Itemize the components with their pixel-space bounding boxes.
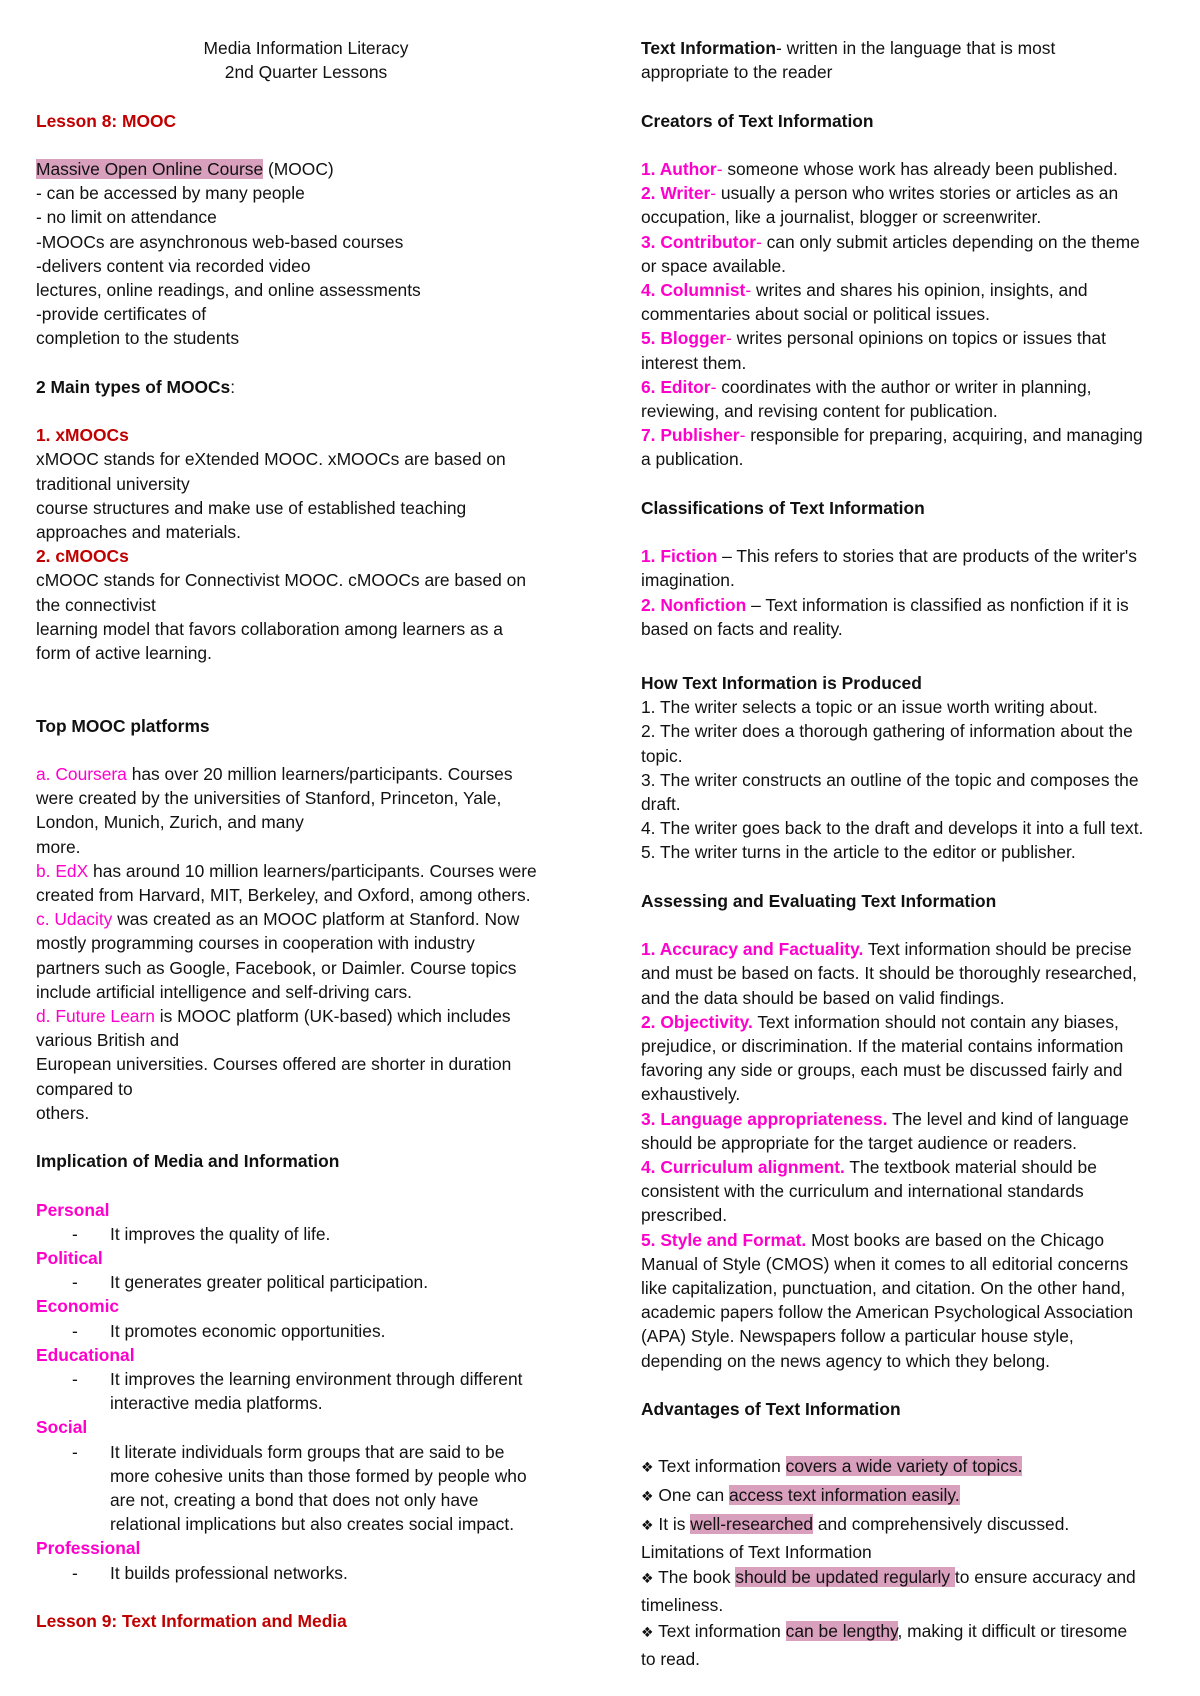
assessing-text: Text information should not contain any biases, xyxy=(752,1011,1119,1032)
classification-text: – Text information is classified as nonfiction if it is xyxy=(746,594,1129,615)
advantage-item xyxy=(641,1482,1176,1511)
document-title: Media Information Literacy xyxy=(203,38,409,58)
udacity-text: was created as an MOOC platform at Stanford. Now xyxy=(112,909,520,930)
implication-text: It literate individuals form groups that are said to be xyxy=(110,1441,505,1462)
classification-text: imagination. xyxy=(641,570,735,591)
types-heading: 2 Main types of MOOCs xyxy=(36,376,231,397)
produced-step: draft. xyxy=(641,794,681,815)
classifications-heading: Classifications of Text Information xyxy=(641,497,925,518)
creator-dash: - xyxy=(739,425,746,446)
creator-term: 7. Publisher xyxy=(641,425,740,446)
limitation-text: , making it difficult or tiresome xyxy=(897,1620,1128,1641)
implication-item xyxy=(36,1222,576,1246)
creator-term: 4. Columnist xyxy=(641,280,746,300)
udacity-line: mostly programming courses in cooperation with industry xyxy=(36,933,475,954)
creator-text: commentaries about social or political issues. xyxy=(641,304,990,325)
classification-item xyxy=(641,544,1176,568)
diamond-bullet-icon: ❖ xyxy=(641,1624,654,1641)
udacity-line xyxy=(36,907,576,931)
implication-text: It improves the learning environment through different xyxy=(110,1369,523,1390)
limitation-text: to ensure accuracy and xyxy=(954,1567,1136,1588)
assessing-heading: Assessing and Evaluating Text Information xyxy=(641,890,997,911)
diamond-bullet-icon: ❖ xyxy=(641,1571,654,1588)
creator-dash: - xyxy=(726,328,732,349)
mooc-point: - can be accessed by many people xyxy=(36,183,305,204)
assessing-text: The level and kind of language xyxy=(887,1108,1129,1129)
futurelearn-line: various British and xyxy=(36,1030,180,1051)
advantage-text: Text information xyxy=(653,1456,786,1477)
advantage-item xyxy=(641,1511,1176,1540)
creator-term: 2. Writer xyxy=(641,183,711,204)
assessing-text: The textbook material should be xyxy=(844,1157,1097,1178)
creator-text: writes and shares his opinion, insights, and xyxy=(751,280,1088,300)
creator-term: 6. Editor xyxy=(641,376,711,397)
creator-text: a publication. xyxy=(641,449,744,470)
mooc-term-highlight: Massive Open Online Course xyxy=(36,158,264,179)
implication-text: more cohesive units than those formed by people who xyxy=(110,1465,527,1486)
dash-bullet: - xyxy=(72,1272,78,1293)
creator-text: usually a person who writes stories or articles as an xyxy=(716,183,1119,204)
assessing-term: 4. Curriculum alignment. xyxy=(641,1157,845,1178)
limitation-item xyxy=(641,1618,1176,1647)
xmooc-line: traditional university xyxy=(36,473,190,494)
advantage-highlight: covers a wide variety of topics. xyxy=(785,1456,1023,1477)
assessing-text: Manual of Style (CMOS) when it comes to all editorial concerns xyxy=(641,1253,1129,1274)
diamond-bullet-icon: ❖ xyxy=(641,1489,654,1506)
udacity-name: c. Udacity xyxy=(36,909,113,930)
creator-item xyxy=(641,375,1176,399)
platforms-heading: Top MOOC platforms xyxy=(36,715,210,736)
advantage-highlight: access text information easily. xyxy=(728,1485,960,1506)
text-info-term: Text Information xyxy=(641,38,776,58)
mooc-point: completion to the students xyxy=(36,328,240,349)
produced-step: 4. The writer goes back to the draft and develops it into a full text. xyxy=(641,818,1144,839)
udacity-line: partners such as Google, Facebook, or Daimler. Course topics xyxy=(36,957,517,978)
assessing-text: depending on the news agency to which they belong. xyxy=(641,1350,1050,1371)
implication-item xyxy=(36,1561,576,1585)
produced-step: topic. xyxy=(641,745,683,766)
advantage-text: and comprehensively discussed. xyxy=(813,1514,1070,1535)
creator-dash: - xyxy=(710,183,717,204)
creator-text: interest them. xyxy=(641,352,747,373)
implication-title: Economic xyxy=(36,1296,120,1317)
assessing-text: (APA) Style. Newspapers follow a particular house style, xyxy=(641,1326,1074,1347)
advantages-heading: Advantages of Text Information xyxy=(641,1399,901,1420)
mooc-point: - no limit on attendance xyxy=(36,207,217,228)
creator-item xyxy=(641,423,1176,447)
creator-item xyxy=(641,181,1176,205)
cmooc-title: 2. cMOOCs xyxy=(36,546,129,567)
futurelearn-line: compared to xyxy=(36,1078,133,1099)
creator-text: responsible for preparing, acquiring, and managing xyxy=(745,425,1143,446)
produced-step: 3. The writer constructs an outline of the topic and composes the xyxy=(641,769,1139,790)
diamond-bullet-icon: ❖ xyxy=(641,1518,654,1535)
futurelearn-line xyxy=(36,1004,576,1028)
dash-bullet: - xyxy=(72,1562,78,1583)
udacity-line: include artificial intelligence and self-driving cars. xyxy=(36,981,413,1002)
text-info-definition xyxy=(641,36,1176,60)
mooc-definition-line xyxy=(36,157,576,181)
diamond-bullet-icon: ❖ xyxy=(641,1460,654,1477)
advantage-highlight: well-researched xyxy=(690,1514,814,1535)
edx-name: b. EdX xyxy=(36,860,89,881)
xmooc-line: xMOOC stands for eXtended MOOC. xMOOCs are based on xyxy=(36,449,506,470)
text-info-def2: appropriate to the reader xyxy=(641,62,833,83)
assessing-item xyxy=(641,937,1176,961)
classification-text: based on facts and reality. xyxy=(641,618,843,639)
futurelearn-line: others. xyxy=(36,1102,90,1123)
creator-item xyxy=(641,326,1176,350)
assessing-text: academic papers follow the American Psychological Association xyxy=(641,1302,1134,1323)
coursera-line xyxy=(36,762,576,786)
assessing-item xyxy=(641,1107,1176,1131)
document-subtitle: 2nd Quarter Lessons xyxy=(224,62,388,83)
implication-title: Political xyxy=(36,1248,103,1269)
classification-text: – This refers to stories that are products of the writer's xyxy=(717,546,1137,567)
produced-step: 2. The writer does a thorough gathering of information about the xyxy=(641,721,1133,742)
creator-dash: - xyxy=(745,280,752,300)
creator-dash: - xyxy=(710,376,717,397)
dash-bullet: - xyxy=(72,1369,78,1390)
assessing-term: 5. Style and Format. xyxy=(641,1229,807,1250)
implication-title: Social xyxy=(36,1417,88,1438)
mooc-point: -MOOCs are asynchronous web-based courses xyxy=(36,231,404,252)
advantage-text: It is xyxy=(653,1514,691,1535)
assessing-item xyxy=(641,1010,1176,1034)
cmooc-line: cMOOC stands for Connectivist MOOC. cMOOCs are based on xyxy=(36,570,526,591)
assessing-text: should be appropriate for the target audience or readers. xyxy=(641,1132,1078,1153)
creator-term: 5. Blogger xyxy=(641,328,727,349)
creator-item xyxy=(641,230,1176,254)
futurelearn-text: is MOOC platform (UK-based) which includes xyxy=(154,1006,511,1027)
mooc-abbr: (MOOC) xyxy=(263,158,334,179)
limitation-highlight: should be updated regularly xyxy=(735,1567,955,1588)
assessing-item xyxy=(641,1228,1176,1252)
lesson8-heading: Lesson 8: MOOC xyxy=(36,110,177,131)
creator-text: someone whose work has already been published. xyxy=(722,158,1118,179)
implication-text: It promotes economic opportunities. xyxy=(110,1320,386,1341)
classification-item xyxy=(641,593,1176,617)
coursera-text: has over 20 million learners/participants. Courses xyxy=(126,764,513,784)
coursera-line: London, Munich, Zurich, and many xyxy=(36,812,304,833)
right-column xyxy=(641,36,1176,1671)
assessing-text: consistent with the curriculum and international standards xyxy=(641,1181,1084,1202)
limitation-text: Text information xyxy=(653,1620,786,1641)
mooc-point: -delivers content via recorded video xyxy=(36,255,311,276)
creator-text: occupation, like a journalist, blogger or screenwriter. xyxy=(641,207,1042,228)
classification-term: 2. Nonfiction xyxy=(641,594,747,615)
left-column xyxy=(36,36,576,1633)
mooc-point: lectures, online readings, and online assessments xyxy=(36,280,421,300)
implication-text: relational implications but also creates social impact. xyxy=(110,1514,515,1535)
coursera-name: a. Coursera xyxy=(36,764,127,784)
futurelearn-name: d. Future Learn xyxy=(36,1006,155,1027)
assessing-text: and the data should be based on valid findings. xyxy=(641,987,1005,1008)
limitation-text: timeliness. xyxy=(641,1595,724,1616)
types-colon: : xyxy=(230,376,236,397)
creator-item xyxy=(641,157,1176,181)
implication-item xyxy=(36,1270,576,1294)
limitation-item xyxy=(641,1564,1176,1593)
implication-text: interactive media platforms. xyxy=(110,1393,323,1414)
cmooc-line: form of active learning. xyxy=(36,643,212,664)
dash-bullet: - xyxy=(72,1441,78,1462)
assessing-term: 1. Accuracy and Factuality. xyxy=(641,939,864,960)
assessing-text: like capitalization, punctuation, and citation. On the other hand, xyxy=(641,1278,1126,1299)
edx-line xyxy=(36,859,576,883)
implication-text: are not, creating a bond that does not only have xyxy=(110,1490,479,1511)
dash-bullet: - xyxy=(72,1223,78,1244)
assessing-text: and must be based on facts. It should be thoroughly researched, xyxy=(641,963,1137,984)
produced-heading: How Text Information is Produced xyxy=(641,673,922,694)
limitations-heading: Limitations of Text Information xyxy=(641,1542,872,1563)
implication-heading: Implication of Media and Information xyxy=(36,1151,340,1172)
creator-dash: - xyxy=(755,231,762,252)
assessing-text: prejudice, or discrimination. If the material contains information xyxy=(641,1036,1124,1057)
creators-heading: Creators of Text Information xyxy=(641,110,874,131)
assessing-text: Text information should be precise xyxy=(863,939,1132,960)
advantage-item xyxy=(641,1453,1176,1482)
creator-text: coordinates with the author or writer in planning, xyxy=(716,376,1092,397)
implication-title: Personal xyxy=(36,1199,110,1220)
limitation-text: to read. xyxy=(641,1648,700,1669)
mooc-point: -provide certificates of xyxy=(36,304,207,325)
implication-text: It generates greater political participation. xyxy=(110,1272,429,1293)
xmooc-title: 1. xMOOCs xyxy=(36,425,129,446)
creator-dash: - xyxy=(716,158,723,179)
coursera-line: more. xyxy=(36,836,81,857)
limitation-text: The book xyxy=(653,1567,736,1588)
implication-item xyxy=(36,1440,576,1537)
advantage-text: One can xyxy=(653,1485,729,1506)
creator-text: writes personal opinions on topics or issues that xyxy=(731,328,1106,349)
lesson9-heading: Lesson 9: Text Information and Media xyxy=(36,1611,347,1632)
implication-item xyxy=(36,1319,576,1343)
edx-line: created from Harvard, MIT, Berkeley, and Oxford, among others. xyxy=(36,885,531,906)
dash-bullet: - xyxy=(72,1320,78,1341)
creator-item xyxy=(641,278,1176,302)
limitation-highlight: can be lengthy xyxy=(785,1620,898,1641)
creator-term: 1. Author xyxy=(641,158,717,179)
assessing-item xyxy=(641,1155,1176,1179)
coursera-line: were created by the universities of Stanford, Princeton, Yale, xyxy=(36,788,502,809)
produced-step: 1. The writer selects a topic or an issue worth writing about. xyxy=(641,697,1098,718)
edx-text: has around 10 million learners/participants. Courses were xyxy=(88,860,537,881)
assessing-text: favoring any side or groups, each must be discussed fairly and xyxy=(641,1060,1123,1081)
cmooc-line: learning model that favors collaboration among learners as a xyxy=(36,618,503,639)
assessing-term: 3. Language appropriateness. xyxy=(641,1108,888,1129)
creator-text: can only submit articles depending on the theme xyxy=(761,231,1140,252)
xmooc-line: course structures and make use of established teaching xyxy=(36,497,467,518)
produced-step: 5. The writer turns in the article to the editor or publisher. xyxy=(641,842,1076,863)
implication-title: Educational xyxy=(36,1344,135,1365)
implication-text: It improves the quality of life. xyxy=(110,1223,331,1244)
assessing-term: 2. Objectivity. xyxy=(641,1011,753,1032)
assessing-text: exhaustively. xyxy=(641,1084,741,1105)
futurelearn-line: European universities. Courses offered are shorter in duration xyxy=(36,1054,512,1075)
creator-text: reviewing, and revising content for publication. xyxy=(641,401,998,422)
types-heading-line xyxy=(36,375,576,399)
classification-term: 1. Fiction xyxy=(641,546,718,567)
cmooc-line: the connectivist xyxy=(36,594,156,615)
implication-title: Professional xyxy=(36,1538,141,1559)
implication-text: It builds professional networks. xyxy=(110,1562,348,1583)
creator-term: 3. Contributor xyxy=(641,231,756,252)
text-info-def: - written in the language that is most xyxy=(775,38,1056,58)
xmooc-line: approaches and materials. xyxy=(36,522,241,542)
assessing-text: Most books are based on the Chicago xyxy=(806,1229,1105,1250)
creator-text: or space available. xyxy=(641,255,787,276)
assessing-text: prescribed. xyxy=(641,1205,728,1226)
implication-item xyxy=(36,1367,576,1415)
